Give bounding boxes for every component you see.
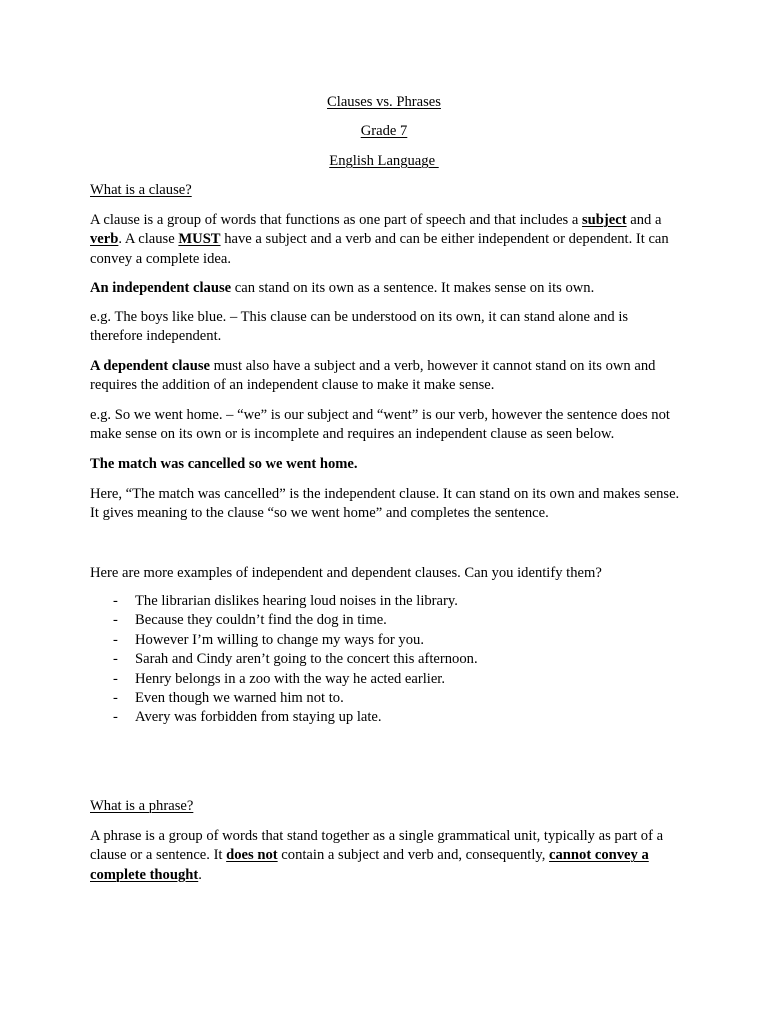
phrase-definition (90, 827, 680, 885)
grade-label-text: Grade 7 (360, 123, 408, 139)
practice-intro: Here are more examples of independent and dependent clauses. Can you identify them? (90, 565, 602, 581)
bullet-dash: - (113, 631, 118, 648)
independent-clause-example: e.g. The boys like blue. – This clause can be understood on its own, it can stand alone and is therefore independent. (90, 309, 629, 345)
list-item (90, 631, 680, 650)
bullet-dash: - (113, 612, 118, 629)
document-title-text: Clauses vs. Phrases (327, 94, 441, 110)
list-item-text: Henry belongs in a zoo with the way he acted earlier. (135, 670, 446, 687)
list-item (90, 670, 680, 689)
document-title (0, 93, 768, 112)
clause-definition-part4: have a subject and a verb and can be either independent or dependent. It can convey a complete idea. (90, 231, 669, 267)
verb-term: verb (90, 231, 119, 248)
list-item (90, 592, 680, 611)
independent-clause-term: An independent clause (90, 280, 232, 296)
list-item-text: The librarian dislikes hearing loud noises in the library. (135, 593, 458, 609)
dependent-clause-example: e.g. So we went home. – “we” is our subject and “went” is our verb, however the sentence does not make sense on its own or is incomplete and requires an independent clause as seen below. (90, 407, 670, 443)
combined-sentence: The match was cancelled so we went home. (90, 456, 358, 472)
phrase-definition-part3: . (198, 866, 202, 883)
independent-clause-definition (90, 279, 680, 298)
clause-heading (90, 181, 680, 200)
phrase-definition-part2: contain a subject and verb and, consequently, (277, 847, 550, 864)
dependent-clause-text: must also have a subject and a verb, however it cannot stand on its own and requires the addition of an independent clause to make it make sense. (90, 358, 656, 394)
cannot-convey-term: cannot convey a complete thought (90, 847, 649, 883)
dependent-clause-term: A dependent clause (90, 358, 211, 374)
independent-clause-text: can stand on its own as a sentence. It makes sense on its own. (231, 280, 595, 296)
phrase-heading (90, 797, 680, 816)
list-item (90, 689, 680, 708)
list-item (90, 611, 680, 630)
clause-definition (90, 211, 680, 269)
list-item (90, 708, 680, 727)
subject-term: subject (582, 212, 627, 228)
bullet-dash: - (113, 689, 118, 706)
subject-label (0, 152, 768, 171)
grade-label (0, 122, 768, 141)
combined-explanation: Here, “The match was cancelled” is the independent clause. It can stand on its own and makes sense. It gives meaning to the clause “so we went home” and completes the sentence. (90, 486, 680, 522)
clause-definition-part1: A clause is a group of words that functions as one part of speech and that includes a (90, 212, 582, 228)
subject-label-text: English Language (329, 153, 439, 169)
phrase-definition-part1: A phrase is a group of words that stand together as a single grammatical unit, typically as part of a clause or a sentence. It (90, 828, 664, 864)
list-item (90, 650, 680, 669)
list-item-text: However I’m willing to change my ways for you. (135, 631, 424, 648)
list-item-text: Avery was forbidden from staying up late. (135, 709, 382, 726)
bullet-dash: - (113, 651, 118, 668)
clause-definition-part2: and a (626, 212, 662, 228)
list-item-text: Sarah and Cindy aren’t going to the concert this afternoon. (135, 651, 478, 668)
phrase-heading-text: What is a phrase? (90, 798, 194, 814)
clause-definition-part3: . A clause (118, 231, 179, 248)
practice-list (90, 592, 680, 728)
does-not-term: does not (226, 847, 278, 864)
list-item-text: Even though we warned him not to. (135, 689, 344, 706)
bullet-dash: - (113, 593, 118, 609)
dependent-clause-definition (90, 357, 680, 396)
bullet-dash: - (113, 709, 118, 726)
clause-heading-text: What is a clause? (90, 182, 192, 198)
must-term: MUST (178, 231, 221, 248)
list-item-text: Because they couldn’t find the dog in time. (135, 612, 387, 629)
bullet-dash: - (113, 670, 118, 687)
